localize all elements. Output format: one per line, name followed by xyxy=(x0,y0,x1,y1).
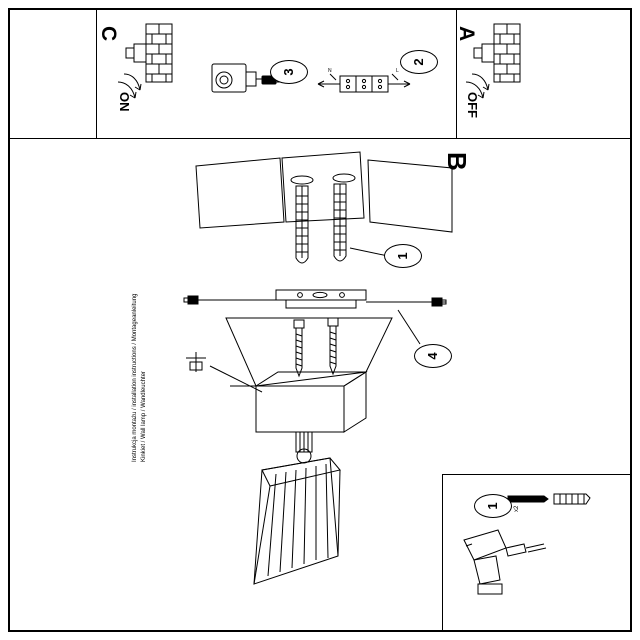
quantity-label: x2 xyxy=(514,505,520,512)
callout-step-1-main: 1 xyxy=(384,244,422,268)
panel-c-label-text: C xyxy=(97,26,120,42)
callout-step-1-parts: 1 xyxy=(474,494,512,518)
svg-text:N: N xyxy=(328,68,332,74)
side-text-line-2: Kinkiet / Wall lamp / Wandleuchter xyxy=(141,371,147,462)
panel-a-state-text: OFF xyxy=(465,92,480,118)
callout-step-3: 3 xyxy=(270,60,308,84)
callout-step-4: 4 xyxy=(414,344,452,368)
panel-c-state-text: ON xyxy=(117,92,132,112)
svg-text:L: L xyxy=(396,68,399,74)
panel-a-label-text: A xyxy=(455,26,478,42)
side-text-line-1: Instrukcja montażu / installation instructions / Montageanleitung xyxy=(132,293,138,462)
panel-b-label-text: B xyxy=(442,152,472,171)
callout-step-2: 2 xyxy=(400,50,438,74)
